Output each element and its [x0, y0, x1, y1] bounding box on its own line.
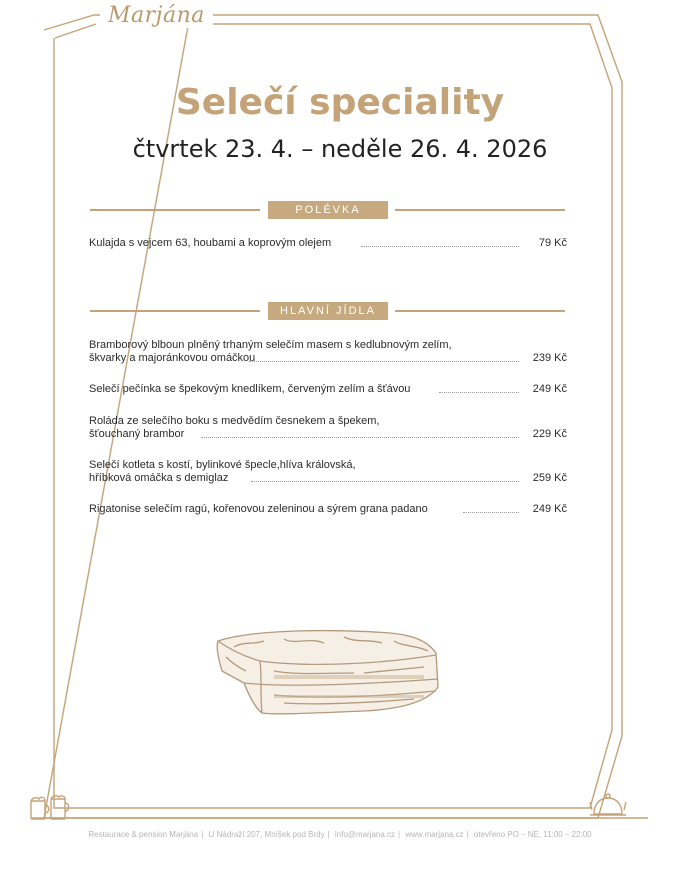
menu-item-name-line: Roláda ze selečího boku s medvědím česnekem a špekem, [89, 415, 380, 427]
menu-item [89, 415, 567, 441]
menu-item-price: 259 Kč [532, 472, 567, 484]
menu-item-name-line: Rigatonise selečím ragú, kořenovou zeleninou a sýrem grana padano [89, 503, 428, 515]
section-header-mains [90, 302, 565, 320]
footer-hours: otevřeno PO – NE, 11:00 – 22:00 [473, 830, 592, 839]
divider [395, 209, 565, 211]
menu-item-price: 229 Kč [532, 428, 567, 440]
date-range: čtvrtek 23. 4. – neděle 26. 4. 2026 [132, 135, 548, 163]
footer-restaurant: Restaurace & pension Marjána [88, 830, 199, 839]
brand-logo: Marjána [100, 3, 213, 28]
menu-item [89, 339, 567, 365]
menu-item [89, 237, 567, 250]
section-header-soup [90, 201, 565, 219]
menu-item-name-line: škvarky a majoránkovou omáčkou [89, 352, 256, 364]
menu-item-name-line: hříbková omáčka s demiglaz [89, 472, 229, 484]
menu-item [89, 383, 567, 396]
cloche-icon [588, 792, 628, 820]
menu-item-price: 249 Kč [532, 383, 567, 395]
divider [90, 209, 260, 211]
menu-item-name-line: Selečí kotleta s kostí, bylinkové špecle,hlíva královská, [89, 459, 356, 471]
leader-dots [249, 361, 519, 362]
leader-dots [251, 481, 519, 482]
menu-item [89, 503, 567, 516]
page-title: Selečí speciality [175, 82, 505, 123]
section-label: POLÉVKA [268, 201, 388, 219]
footer-email-link[interactable]: info@marjana.cz [334, 830, 396, 839]
divider [90, 310, 260, 312]
leader-dots [201, 437, 519, 438]
menu-item-price: 249 Kč [532, 503, 567, 515]
menu-item-name-line: šťouchaný brambor [89, 428, 185, 440]
footer-contact: Restaurace & pension Marjána | U Nádraží 207, Mníšek pod Brdy | info@marjana.cz | www.marjana.cz | otevřeno PO – NE, 11:00 – 22:00 [88, 830, 592, 839]
menu-item-price: 239 Kč [532, 352, 567, 364]
menu-item-name: Kulajda s vejcem 63, houbami a koprovým olejem [89, 237, 332, 249]
leader-dots [463, 512, 519, 513]
leader-dots [361, 246, 519, 247]
leader-dots [439, 392, 519, 393]
footer-address: U Nádraží 207, Mníšek pod Brdy [208, 830, 325, 839]
menu-item-name-line: Bramborový blboun plněný trhaným selečím masem s kedlubnovým zelím, [89, 339, 452, 351]
pork-belly-illustration [214, 627, 440, 719]
footer-web-link[interactable]: www.marjana.cz [405, 830, 464, 839]
divider [395, 310, 565, 312]
menu-item [89, 459, 567, 485]
menu-item-price: 79 Kč [538, 237, 567, 249]
beer-mugs-icon [27, 795, 73, 821]
menu-item-name-line: Selečí pečínka se špekovým knedlíkem, červeným zelím a šťávou [89, 383, 411, 395]
section-label: HLAVNÍ JÍDLA [268, 302, 388, 320]
